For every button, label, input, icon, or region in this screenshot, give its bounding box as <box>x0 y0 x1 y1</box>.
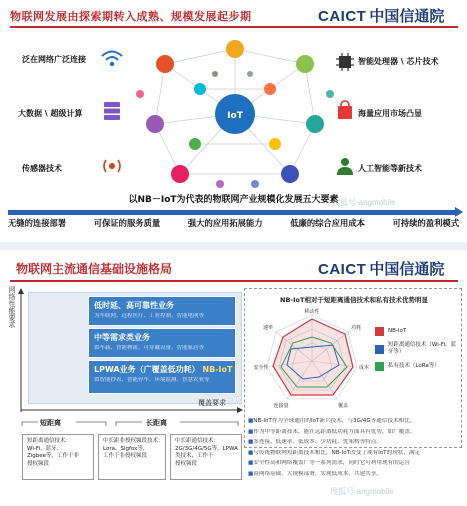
box-line: 短距离通信技术： <box>27 438 72 444</box>
element-item: 无缝的连接部署 <box>8 218 67 228</box>
server-icon <box>99 100 125 122</box>
medium-demand-box <box>88 328 236 358</box>
bullet-line: ■ 与传统物联网短距离技术相比，NB-IoT改变了现有IoT的现状，满足 <box>248 450 462 458</box>
slide-separator <box>0 242 467 250</box>
sensor-icon <box>99 155 125 177</box>
feature-label-network: 泛在网络广泛连接 <box>22 55 86 64</box>
lpwa-box <box>88 360 236 394</box>
bullet-line: ■ 作为中等距离技术，能在远距离低功耗方面具有优势，如广覆盖、 <box>248 429 462 437</box>
five-elements-row <box>8 217 459 229</box>
caict-logo <box>318 5 444 26</box>
caict-logo-chinese: 中国信通院 <box>369 8 445 25</box>
feature-label-ai: 人工智能等新技术 <box>358 164 422 173</box>
radar-chart <box>253 307 371 411</box>
box-title: 中等需求类业务 <box>94 333 150 342</box>
radar-axis-label: 覆盖 <box>337 403 349 409</box>
legend-swatch <box>375 345 384 354</box>
box-desc: 如智能抄表、智能停车、环境监测、智慧农业等 <box>94 377 210 383</box>
watermark: 搜狐号-angmobile <box>332 198 396 207</box>
box-desc: 为车联网、远程医疗、工业控制、智能电网等 <box>94 313 205 319</box>
svg-text:IoT: IoT <box>227 111 243 121</box>
caict-logo-latin: CAICT <box>318 261 367 278</box>
radar-axis-label: 连接量 <box>273 403 289 409</box>
box-line: 中长距通信技术： <box>175 438 220 444</box>
bullet-line: ■ NB-IoT作为全球通用的IoT新兴技术，与3G/4G等通信技术相比， <box>248 418 462 426</box>
caict-logo-latin: CAICT <box>318 8 367 25</box>
caict-logo <box>318 258 444 279</box>
bullet-line: ■ 商网络基础，大规模部署，实现低成本、共建共享。 <box>248 471 462 479</box>
radar-title: NB-IoT相对于短距离通信技术和私有技术优势明显 <box>280 296 428 304</box>
bullet-line: ■ 安全性高和网络覆盖广等一系列需求，同时它可利用现有的运营 <box>248 460 462 468</box>
legend-label: NB-IoT <box>388 328 407 334</box>
box-line: Zigbee等，工作于非 <box>27 453 80 459</box>
licensed-tech-box <box>170 434 242 480</box>
long-range-label: 长距离 <box>146 419 167 427</box>
title-divider <box>10 26 458 28</box>
network-cluster-graphic <box>120 34 350 192</box>
legend-swatch <box>375 327 384 336</box>
feature-label-sensor: 传感器技术 <box>22 164 62 173</box>
box-title: 低时延、高可靠性业务 <box>94 301 174 310</box>
box-line: 授权频段 <box>27 460 50 467</box>
legend-item <box>375 327 459 336</box>
nbiot-bullets <box>248 418 462 481</box>
element-item: 可保证的服务质量 <box>93 218 161 228</box>
radar-axis-label: 安全性 <box>253 365 269 371</box>
box-line: Wi-Fi、蓝牙、 <box>27 445 63 452</box>
element-item: 可持续的盈利模式 <box>392 218 459 228</box>
y-axis-label: 网络性能要求 <box>8 286 16 328</box>
radar-axis-label: 移动性 <box>304 309 320 315</box>
nbiot-tag: NB-IoT <box>202 365 233 374</box>
unlicensed-tech-box <box>98 434 166 480</box>
box-desc: 如车载、智能物流、可穿戴设备、智能家居等 <box>94 345 205 351</box>
legend-label: 私有技术（LoRa等） <box>387 363 440 369</box>
title-divider <box>10 280 458 282</box>
market-icon <box>332 100 358 122</box>
box-line: 工作于非授权频段 <box>103 453 148 459</box>
bullet-line: ■ 多连接、低速率、低成本、少功耗、优架构等特点。 <box>248 439 462 447</box>
legend-item <box>375 342 459 356</box>
slide2-title: 物联网主流通信基础设施格局 <box>16 262 173 276</box>
five-elements-banner: 以NB－IoT为代表的物联网产业规模化发展五大要素 <box>128 195 339 205</box>
element-item: 低廉的综合应用成本 <box>290 218 365 228</box>
y-axis-arrow <box>17 288 25 412</box>
feature-label-chip: 智能处理器 \ 芯片技术 <box>358 57 439 66</box>
short-range-label: 短距离 <box>40 419 61 427</box>
chip-icon <box>332 51 358 73</box>
box-title <box>94 364 233 375</box>
slide-iot-infrastructure <box>0 250 467 506</box>
element-item: 强大的应用拓展能力 <box>187 218 263 228</box>
lpwa-title: LPWA业务（广覆盖低功耗） <box>94 365 200 374</box>
slide1-title: 物联网发展由探索期转入成熟、规模发展起步期 <box>10 10 252 23</box>
caict-logo-chinese: 中国信通院 <box>369 261 445 278</box>
box-line: Lora、Sigfox等， <box>103 445 149 452</box>
feature-label-bigdata: 大数据 \ 超级计算 <box>18 109 83 118</box>
x-axis-label: 覆盖要求 <box>198 399 226 407</box>
box-line: 2G/3G/4G/5G等，LPWA <box>175 445 238 452</box>
legend-item <box>375 362 459 371</box>
watermark: 搜狐号-angmobile <box>330 487 394 496</box>
slide-iot-development <box>0 0 467 242</box>
box-line: 中长距非授权频段技术： <box>103 438 164 444</box>
short-range-tech-box <box>22 434 94 480</box>
box-line: 类技术，工作于 <box>175 453 214 459</box>
legend-label: 短距离通信技术（Wi-Fi、蓝牙等） <box>387 342 457 355</box>
banner-arrow <box>8 210 459 215</box>
legend-swatch <box>375 362 384 371</box>
range-brackets <box>20 420 242 432</box>
radar-axis-label: 功耗 <box>350 325 362 331</box>
radar-legend <box>375 327 459 377</box>
low-latency-box <box>88 296 236 326</box>
box-line: 授权频段 <box>175 460 198 467</box>
ai-icon <box>332 155 358 177</box>
radar-axis-label: 成本 <box>358 365 370 371</box>
wifi-icon <box>99 47 125 69</box>
feature-label-market: 海量应用市场凸显 <box>358 109 422 118</box>
radar-axis-label: 速率 <box>262 325 274 331</box>
